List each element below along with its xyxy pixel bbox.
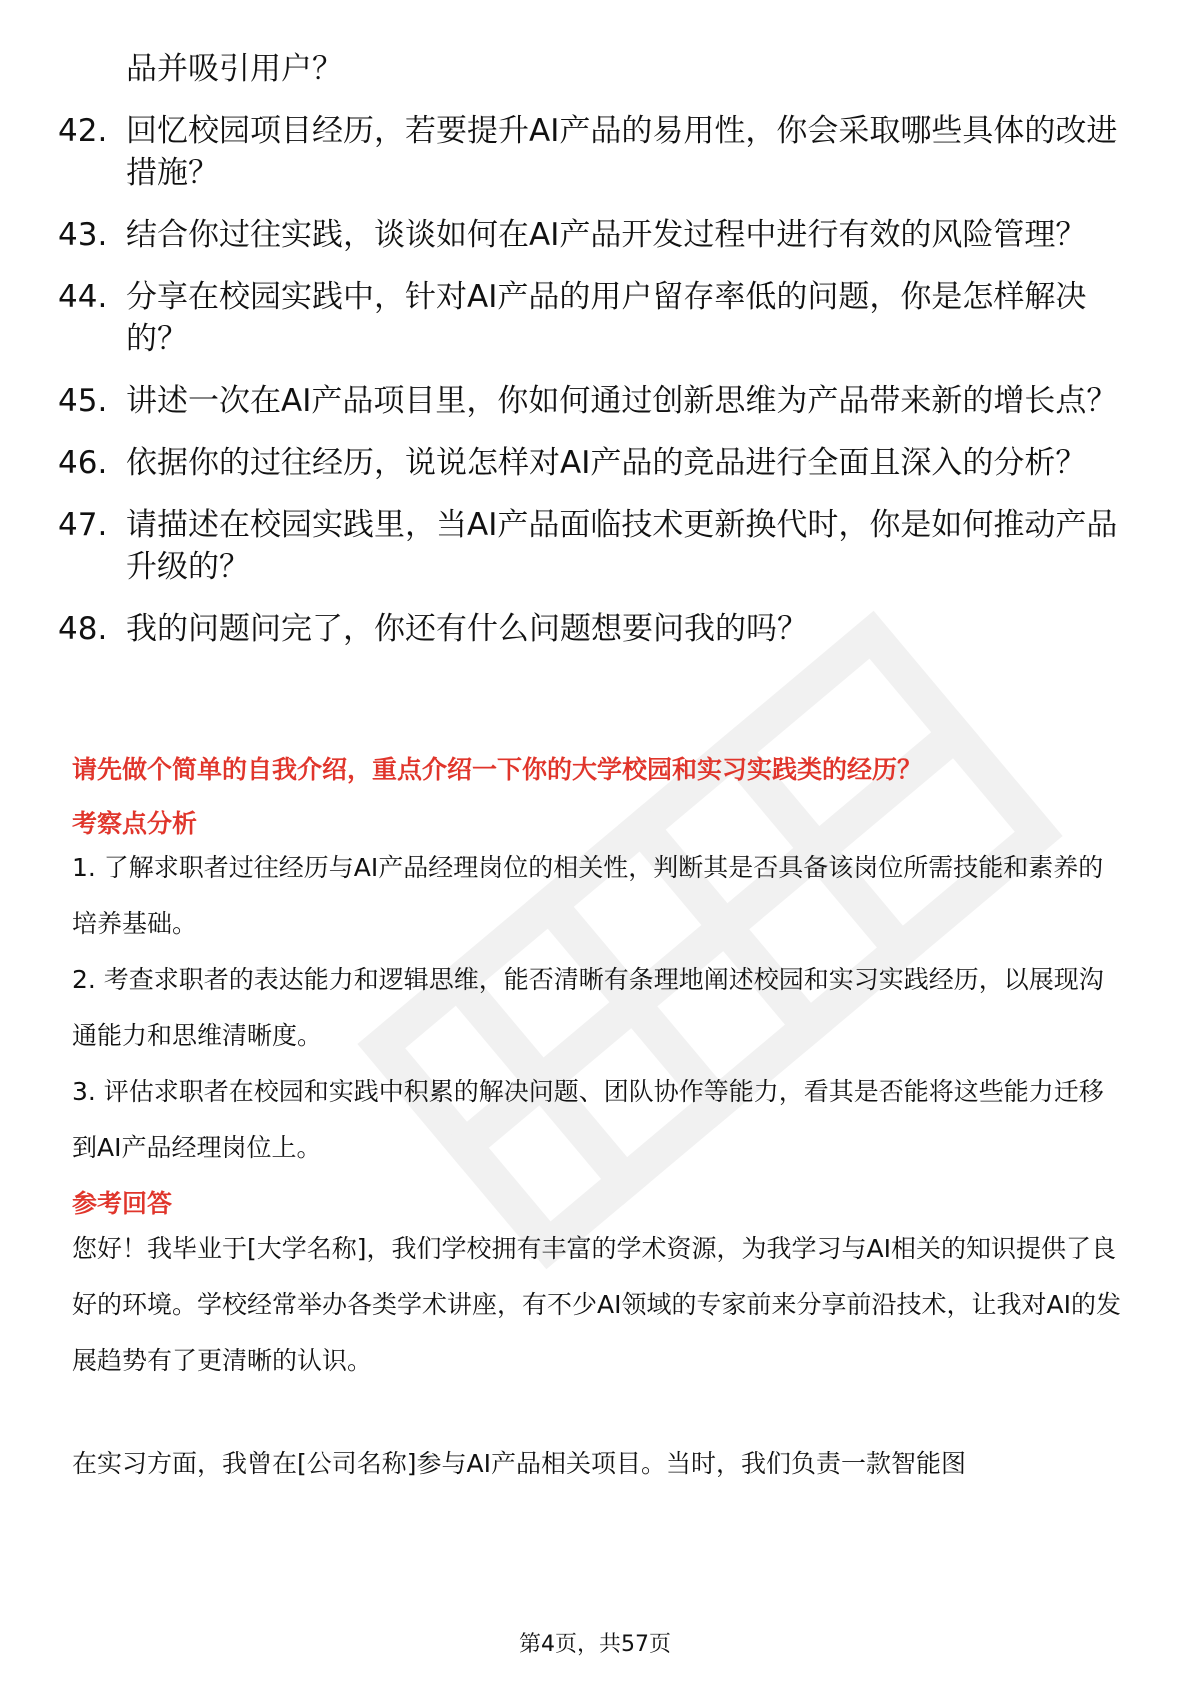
question-item (58, 380, 1118, 422)
question-list (58, 48, 1118, 670)
analysis-points (72, 840, 1122, 1176)
answer-section (72, 1186, 1122, 1222)
question-item (58, 110, 1118, 194)
question-text: 讲述一次在AI产品项目里，你如何通过创新思维为产品带来新的增长点？ (126, 383, 1118, 419)
question-text: 请描述在校园实践里，当AI产品面临技术更新换代时，你是如何推动产品升级的？ (126, 507, 1118, 585)
question-text: 回忆校园项目经历，若要提升AI产品的易用性，你会采取哪些具体的改进措施？ (126, 113, 1118, 191)
question-number: 44. (58, 279, 108, 315)
answer-paragraph-2 (72, 1436, 1122, 1492)
answer-paragraph-1 (72, 1221, 1122, 1389)
answer-heading: 参考回答 (72, 1189, 173, 1218)
question-item (58, 504, 1118, 588)
question-item (58, 276, 1118, 360)
question-text: 结合你过往实践，谈谈如何在AI产品开发过程中进行有效的风险管理？ (126, 217, 1087, 253)
question-text: 我的问题问完了，你还有什么问题想要问我的吗？ (126, 611, 808, 647)
question-number: 45. (58, 383, 108, 419)
question-item (58, 608, 1118, 650)
question-text: 依据你的过往经历，说说怎样对AI产品的竞品进行全面且深入的分析？ (126, 445, 1087, 481)
question-number: 43. (58, 217, 108, 253)
question-item (58, 442, 1118, 484)
analysis-point: 3. 评估求职者在校园和实践中积累的解决问题、团队协作等能力，看其是否能将这些能力迁移到AI产品经理岗位上。 (72, 1077, 1104, 1162)
question-text: 分享在校园实践中，针对AI产品的用户留存率低的问题，你是怎样解决的？ (126, 279, 1087, 357)
featured-question-title: 请先做个简单的自我介绍，重点介绍一下你的大学校园和实习实践类的经历？ (72, 755, 923, 784)
answer-paragraph: 您好！我毕业于[大学名称]，我们学校拥有丰富的学术资源，为我学习与AI相关的知识提供了良好的环境。学校经常举办各类学术讲座，有不少AI领域的专家前来分享前沿技术，让我对AI的发展趋势有了更清晰的认识。 (72, 1234, 1121, 1375)
question-number: 47. (58, 507, 108, 543)
question-number: 48. (58, 611, 108, 647)
question-number: 42. (58, 113, 108, 149)
page-number: 第4页，共57页 (519, 1632, 671, 1657)
analysis-point: 2. 考查求职者的表达能力和逻辑思维，能否清晰有条理地阐述校园和实习实践经历，以展现沟通能力和思维清晰度。 (72, 965, 1104, 1050)
answer-paragraph: 在实习方面，我曾在[公司名称]参与AI产品相关项目。当时，我们负责一款智能图 (72, 1449, 966, 1478)
analysis-point: 1. 了解求职者过往经历与AI产品经理岗位的相关性，判断其是否具备该岗位所需技能和素养的培养基础。 (72, 853, 1104, 938)
analysis-section (72, 806, 1122, 842)
analysis-heading: 考察点分析 (72, 809, 198, 838)
question-number: 46. (58, 445, 108, 481)
question-title-section (72, 752, 1122, 788)
question-continuation: 品并吸引用户？ (126, 51, 343, 87)
question-item (58, 214, 1118, 256)
